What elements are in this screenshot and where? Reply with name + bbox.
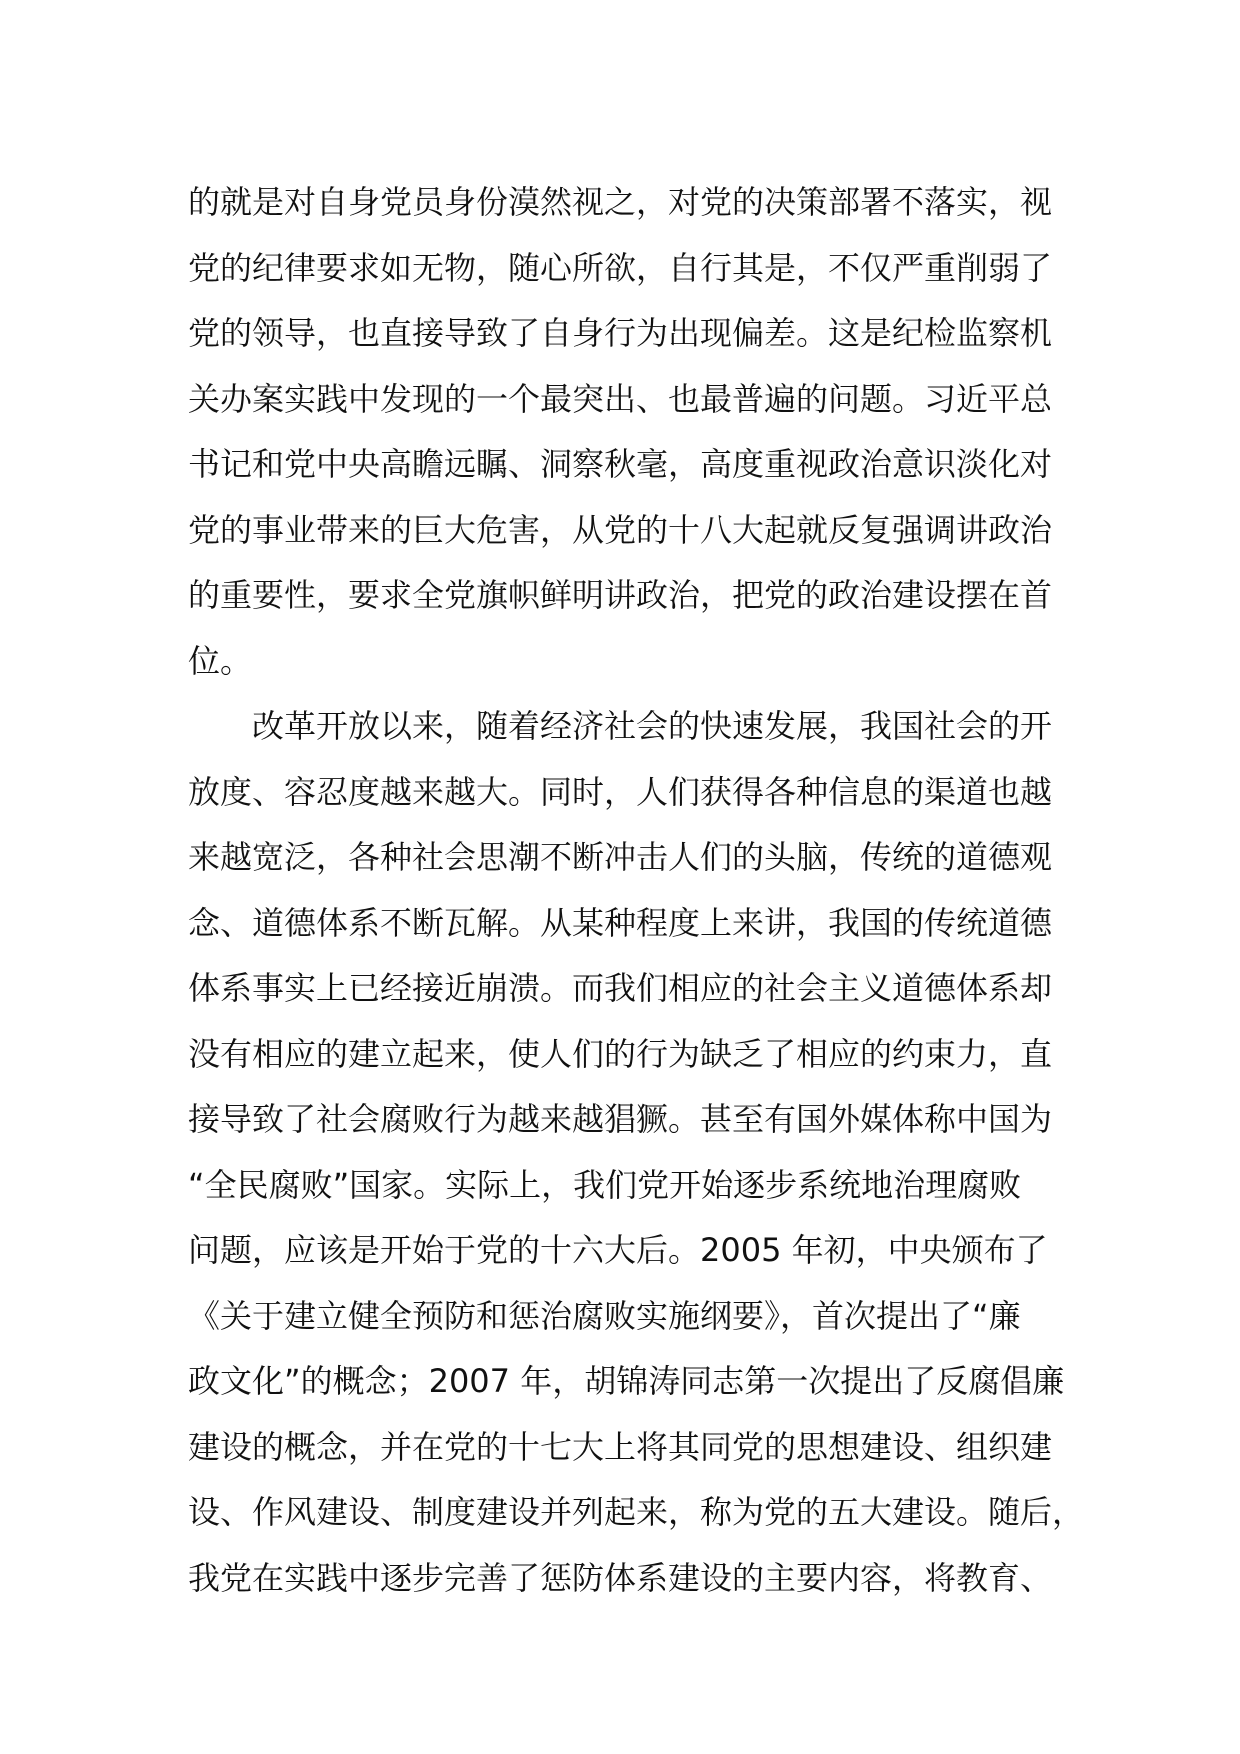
paragraph-2-line: 改革开放以来，随着经济社会的快速发展，我国社会的开 xyxy=(252,707,1053,745)
paragraph-1-line: 关办案实践中发现的一个最突出、也最普遍的问题。习近平总 xyxy=(188,379,1053,418)
paragraph-2-line: 问题，应该是开始于党的十六大后。2005 年初，中央颁布了 xyxy=(188,1231,1048,1269)
paragraph-1-line: 的就是对自身党员身份漠然视之，对党的决策部署不落实，视 xyxy=(188,183,1053,221)
paragraph-2-line: 接导致了社会腐败行为越来越猖獗。甚至有国外媒体称中国为 xyxy=(188,1100,1053,1138)
paragraph-1-line: 书记和党中央高瞻远瞩、洞察秋毫，高度重视政治意识淡化对 xyxy=(188,445,1053,483)
paragraph-1-line: 的重要性，要求全党旗帜鲜明讲政治，把党的政治建设摆在首 xyxy=(188,576,1053,614)
paragraph-2-line: 体系事实上已经接近崩溃。而我们相应的社会主义道德体系却 xyxy=(188,969,1053,1007)
paragraph-2-line: 放度、容忍度越来越大。同时，人们获得各种信息的渠道也越 xyxy=(188,772,1053,811)
paragraph-2-line: 来越宽泛，各种社会思潮不断冲击人们的头脑，传统的道德观 xyxy=(188,838,1053,876)
paragraph-2-line: 没有相应的建立起来，使人们的行为缺乏了相应的约束力，直 xyxy=(188,1034,1053,1073)
paragraph-2-line: 我党在实践中逐步完善了惩防体系建设的主要内容，将教育、 xyxy=(188,1558,1053,1597)
paragraph-1-line: 位。 xyxy=(188,641,253,680)
paragraph-2-line: 建设的概念，并在党的十七大上将其同党的思想建设、组织建 xyxy=(188,1427,1053,1466)
paragraph-1-line: 党的纪律要求如无物，随心所欲，自行其是，不仅严重削弱了 xyxy=(188,248,1053,287)
paragraph-2-line: “全民腐败”国家。实际上，我们党开始逐步系统地治理腐败 xyxy=(188,1165,1022,1204)
paragraph-1-line: 党的领导，也直接导致了自身行为出现偏差。这是纪检监察机 xyxy=(188,314,1053,352)
paragraph-1-line: 党的事业带来的巨大危害，从党的十八大起就反复强调讲政治 xyxy=(188,510,1053,549)
paragraph-2-line: 《关于建立健全预防和惩治腐败实施纲要》，首次提出了“廉 xyxy=(188,1296,1021,1335)
paragraph-2-line: 设、作风建设、制度建设并列起来，称为党的五大建设。随后， xyxy=(188,1493,1085,1531)
paragraph-2-line: 念、道德体系不断瓦解。从某种程度上来讲，我国的传统道德 xyxy=(188,903,1053,942)
paragraph-2-line: 政文化”的概念；2007 年，胡锦涛同志第一次提出了反腐倡廉 xyxy=(188,1362,1065,1400)
body-text xyxy=(188,170,1085,1611)
